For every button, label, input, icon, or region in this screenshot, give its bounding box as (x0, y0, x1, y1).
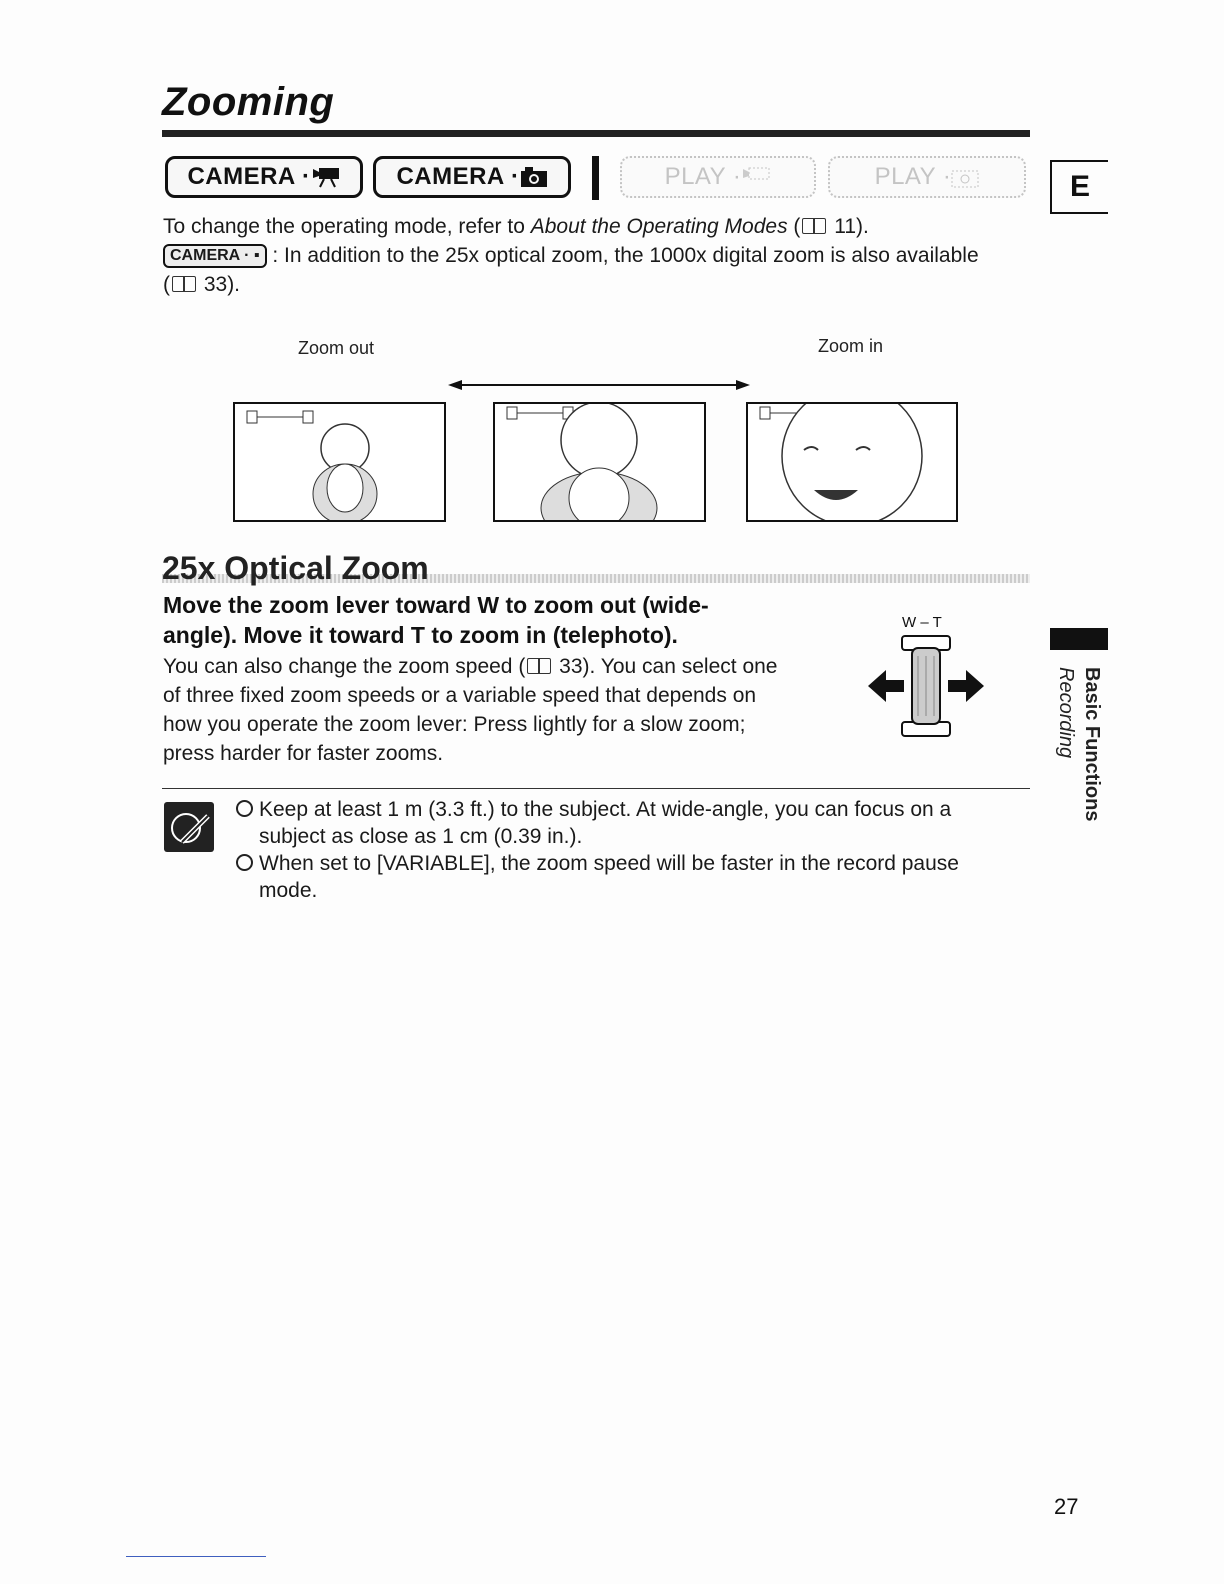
intro-line-2 (163, 241, 1043, 270)
baby-illustration (748, 404, 956, 520)
mode-camera-movie-label: CAMERA · (187, 163, 311, 190)
notes-list (236, 796, 1036, 904)
mode-play-movie (620, 156, 816, 198)
zoom-in-caption: Zoom in (818, 336, 884, 356)
section-heading-line-1 (163, 590, 823, 620)
page-title: Zooming (162, 80, 335, 124)
book-icon (527, 658, 551, 674)
section-heading-line-2 (163, 620, 823, 650)
mode-badge-label: CAMERA · (170, 247, 254, 264)
mode-play-photo-label: PLAY · (874, 163, 952, 190)
mode-camera-photo (373, 156, 571, 198)
side-tab-subsection: Recording (1055, 667, 1077, 759)
zoom-out-caption: Zoom out (298, 338, 375, 358)
movie-camera-icon (311, 165, 341, 189)
still-camera-icon (951, 166, 979, 188)
book-icon (172, 276, 196, 292)
intro-text: : In addition to the 25x optical zoom, the 1000x digital zoom is also available (272, 244, 979, 267)
heading-text: angle). Move it toward (163, 622, 411, 648)
intro-text: ( (787, 215, 801, 238)
side-tab-marker (1050, 628, 1108, 650)
footer-line (126, 1556, 266, 1557)
note-item (236, 850, 1036, 904)
body-text: 33). You can select one (553, 655, 778, 678)
intro-text: To change the operating mode, refer to (163, 215, 531, 238)
section-body-line: how you operate the zoom lever: Press lightly for a slow zoom; (163, 713, 746, 736)
intro-line-3 (163, 270, 1043, 299)
intro-text: 33). (198, 273, 241, 296)
mode-badge: CAMERA · ▪ (163, 244, 267, 268)
heading-text: to zoom out (wide- (499, 592, 709, 618)
section-body-line (163, 652, 843, 681)
language-tab: E (1050, 160, 1108, 214)
section-body-line: of three fixed zoom speeds or a variable speed that depends on (163, 684, 757, 707)
intro-text: ( (163, 273, 170, 296)
mode-separator (592, 156, 599, 200)
note-text: subject as close as 1 cm (0.39 in.). (259, 825, 583, 848)
side-tab-text (1038, 665, 1118, 885)
section-body (163, 652, 843, 768)
mode-camera-photo-label: CAMERA · (396, 163, 520, 190)
zoom-lever-icon (866, 634, 986, 738)
note-item (236, 796, 1036, 850)
zoom-frame-wide (233, 402, 446, 522)
pencil-note-icon (164, 802, 214, 852)
notes-separator (162, 788, 1030, 789)
heading-text: Move the zoom lever toward (163, 592, 478, 618)
section-heading (163, 590, 823, 650)
lever-label: W – T (902, 614, 942, 631)
section-body-line: press harder for faster zooms. (163, 742, 444, 765)
heading-key: T (410, 622, 425, 648)
page-number: 27 (1054, 1494, 1079, 1519)
zoom-direction-arrow (448, 376, 750, 394)
body-text: You can also change the zoom speed ( (163, 655, 526, 678)
title-rule (162, 130, 1030, 137)
mode-camera-movie (165, 156, 363, 198)
note-text: mode. (259, 879, 318, 902)
zoom-frame-mid (493, 402, 706, 522)
movie-camera-icon (741, 165, 771, 189)
zoom-frame-tele (746, 402, 958, 522)
intro-text: 11). (828, 215, 869, 238)
intro-line-1 (163, 212, 1043, 241)
book-icon (802, 218, 826, 234)
side-tab-section: Basic Functions (1081, 667, 1103, 822)
still-camera-icon (520, 166, 548, 188)
note-text: Keep at least 1 m (3.3 ft.) to the subject. At wide-angle, you can focus on a (259, 798, 952, 821)
bullet-circle-icon (236, 854, 253, 871)
note-text: When set to [VARIABLE], the zoom speed will be faster in the record pause (259, 852, 959, 875)
baby-illustration (235, 404, 444, 520)
intro-paragraph (163, 212, 1043, 299)
bullet-circle-icon (236, 800, 253, 817)
baby-illustration (495, 404, 704, 520)
mode-play-movie-label: PLAY · (664, 163, 742, 190)
heading-key: W (477, 592, 500, 618)
section-title: 25x Optical Zoom (162, 550, 429, 586)
intro-reference: About the Operating Modes (530, 215, 788, 238)
heading-text: to zoom in (telephoto). (424, 622, 678, 648)
mode-play-photo (828, 156, 1026, 198)
